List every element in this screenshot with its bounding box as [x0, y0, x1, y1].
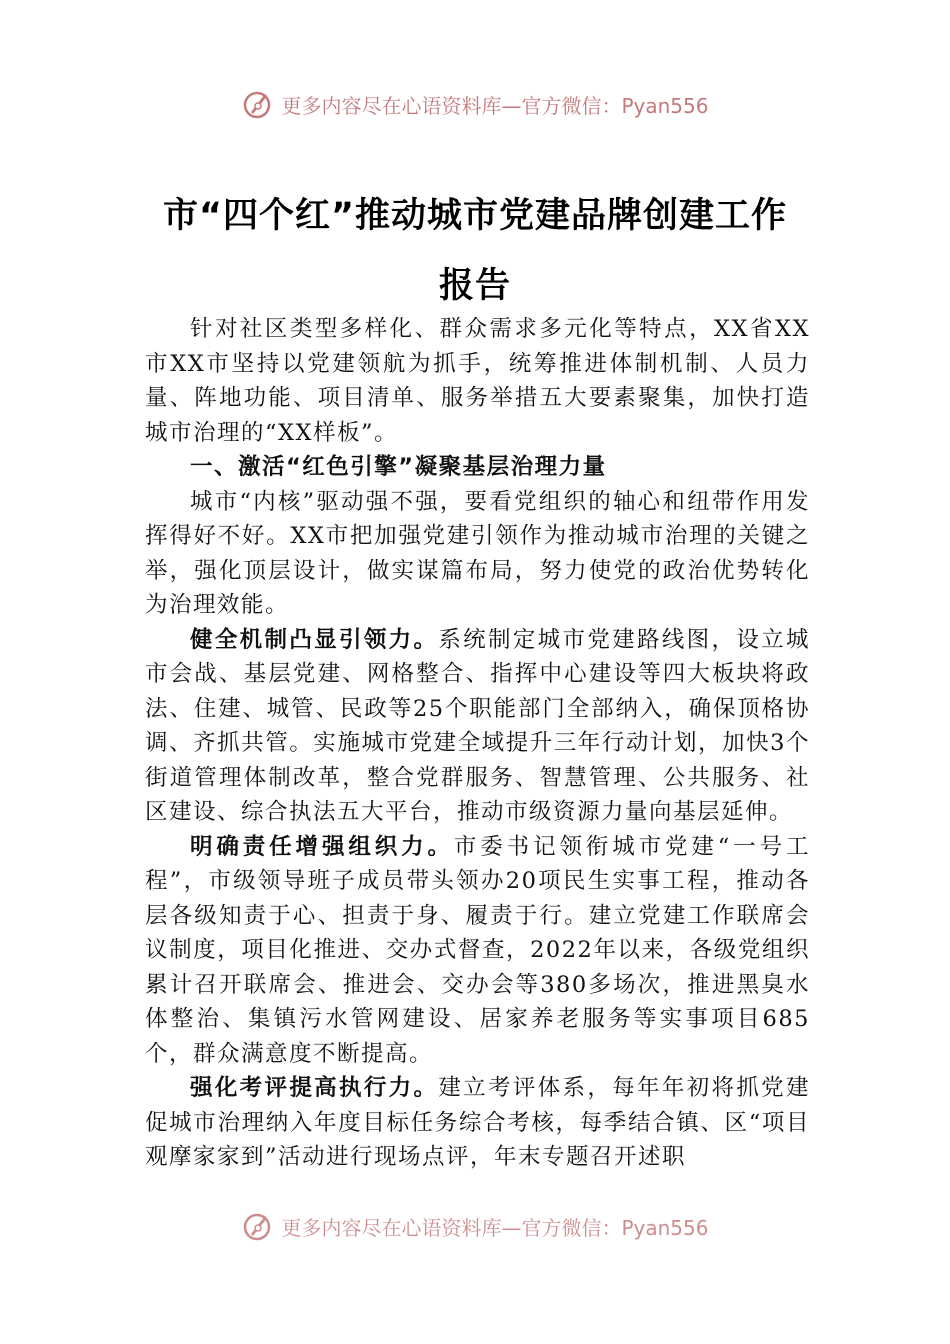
watermark-footer	[0, 1206, 950, 1246]
watermark-text: 更多内容尽在心语资料库—官方微信：Pyan556	[281, 1215, 709, 1240]
paragraph-lead: 明确责任增强组织力。	[190, 833, 454, 860]
watermark-header	[0, 84, 950, 124]
paragraph-text: 市委书记领衔城市党建“一号工程”，市级领导班子成员带头领办20项民生实事工程，推动各层各级知责于心、担责于身、履责于行。建立党建工作联席会议制度，项目化推进、交办式督查，2022年以来，各级党组织累计召开联席会、推进会、交办会等380多场次，推进黑臭水体整治、集镇污水管网建设、居家养老服务等实事项目685个，群众满意度不断提高。	[145, 833, 810, 1067]
document-title-continued: 报告	[438, 266, 511, 306]
section-heading: 一、激活“红色引擎”凝聚基层治理力量	[190, 454, 607, 480]
paragraph-text: 建立考评体系，每年年初将抓党建促城市治理纳入年度目标任务综合考核，每季结合镇、区“项目观摩家家到”活动进行现场点评，年末专题召开述职	[145, 1075, 810, 1170]
document-title: 市“四个红”推动城市党建品牌创建工作	[162, 196, 787, 236]
paragraph-mechanism	[145, 623, 810, 830]
paragraph-text: 系统制定城市党建路线图，设立城市会战、基层党建、网格整合、指挥中心建设等四大板块将政法、住建、城管、民政等25个职能部门全部纳入，确保顶格协调、齐抓共管。实施城市党建全域提升三年行动计划，加快3个街道管理体制改革，整合党群服务、智慧管理、公共服务、社区建设、综合执法五大平台，推动市级资源力量向基层延伸。	[145, 626, 810, 825]
intro-paragraph: 针对社区类型多样化、群众需求多元化等特点，XX省XX市XX市坚持以党建领航为抓手，统筹推进体制机制、人员力量、阵地功能、项目清单、服务举措五大要素聚集，加快打造城市治理的“XX样板”。	[145, 316, 810, 446]
paragraph-responsibility	[145, 830, 810, 1072]
paragraph-evaluation	[145, 1071, 810, 1175]
document-body	[145, 312, 810, 1175]
paragraph-lead: 健全机制凸显引领力。	[190, 626, 439, 653]
paragraph-lead: 强化考评提高执行力。	[190, 1075, 439, 1101]
quill-logo-icon	[241, 88, 273, 120]
quill-logo-icon	[241, 1210, 273, 1242]
section-intro-paragraph: 城市“内核”驱动强不强，要看党组织的轴心和纽带作用发挥得好不好。XX市把加强党建引领作为推动城市治理的关键之举，强化顶层设计，做实谋篇布局，努力使党的政治优势转化为治理效能。	[145, 488, 810, 618]
watermark-text: 更多内容尽在心语资料库—官方微信：Pyan556	[281, 93, 709, 118]
